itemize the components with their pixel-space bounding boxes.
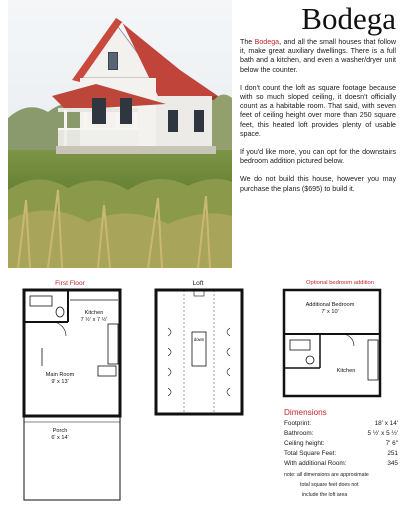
optional-bedroom-label: Optional bedroom addition: [306, 280, 374, 286]
stair-down-label: down: [193, 337, 205, 342]
dimension-row-additional: With additional Room: 345: [284, 460, 398, 467]
page-title: Bodega: [301, 1, 396, 36]
dimension-row-ceiling: Ceiling height: 7' 6": [284, 440, 398, 447]
porch-label: Porch 6' x 14': [51, 428, 69, 441]
paragraph-addition: If you'd like more, you can opt for the downstairs bedroom addition pictured below.: [240, 148, 396, 166]
kitchen-label: Kitchen 7 ½' x 7 ½': [80, 310, 108, 323]
dimensions-heading: Dimensions: [284, 408, 327, 417]
dimension-row-bathroom: Bathroom: 5 ½' x 5 ½': [284, 430, 398, 437]
dimension-note: note: all dimensions are approximate total square feet does not include the loft area: [284, 472, 369, 498]
paragraph-intro: The Bodega, and all the small houses that follow it, make great auxiliary dwellings. There is a full bath and a kitchen, and even a washer/dryer unit below the counter.: [240, 38, 396, 74]
dimension-row-footprint: Footprint: 18' x 14': [284, 420, 398, 427]
dimensions-panel: [284, 408, 398, 500]
paragraph-loft: I don't count the loft as square footage because with so much sloped ceiling, it doesn't officially count as a habitable room. That said, with seven feet of ceiling height over more than 250 square feet, this heated loft provides plenty of usable space.: [240, 83, 396, 138]
house-name-highlight: Bodega: [254, 38, 280, 46]
loft-plan: [154, 288, 244, 418]
dimension-row-total: Total Square Feet: 251: [284, 450, 398, 457]
kitchen-addition-label: Kitchen: [336, 368, 356, 374]
first-floor-label: First Floor: [55, 280, 85, 287]
bedroom-label: Additional Bedroom 7' x 10': [305, 302, 355, 315]
main-room-label: Main Room 9' x 13': [45, 372, 75, 385]
loft-label: Loft: [192, 280, 204, 287]
paragraph-plans: We do not build this house, however you may purchase the plans ($695) to build it.: [240, 175, 396, 193]
house-photo: [8, 0, 232, 268]
description-copy: [240, 38, 396, 203]
